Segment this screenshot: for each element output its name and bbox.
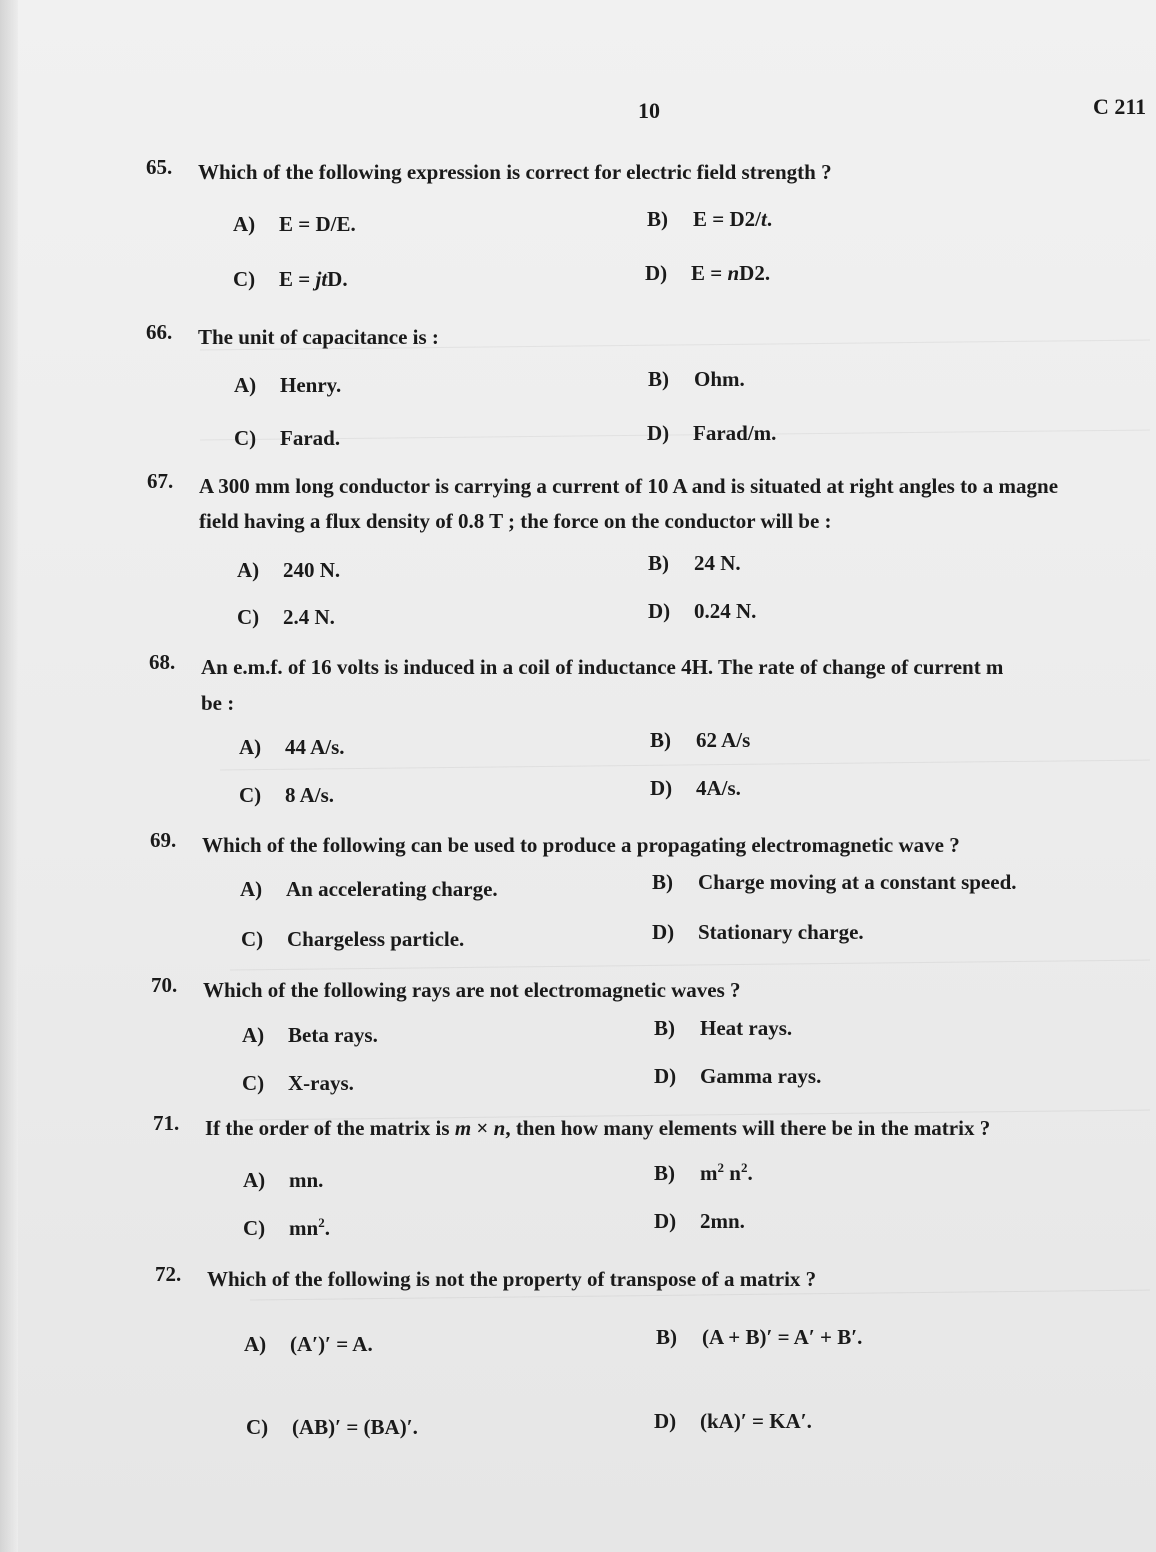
option-c [239, 783, 334, 808]
option-label: D) [647, 421, 670, 445]
option-label: D) [645, 261, 668, 285]
question-number: 70. [151, 973, 178, 997]
option-label: B) [656, 1325, 677, 1349]
option-label: A) [244, 1332, 267, 1356]
option-label: D) [652, 920, 675, 944]
question-number: 72. [155, 1262, 182, 1286]
option-text: (kA)′ = KA′. [700, 1409, 812, 1433]
option-label: A) [243, 1168, 266, 1192]
option-text: 44 A/s. [285, 735, 345, 759]
option-c [243, 1215, 330, 1241]
option-text: 240 N. [283, 558, 341, 582]
option-label: B) [647, 207, 668, 231]
option-c [246, 1415, 418, 1440]
question-number: 68. [149, 650, 176, 674]
option-label: D) [650, 776, 673, 800]
option-text: E = jtD. [279, 267, 348, 291]
option-label: A) [234, 373, 257, 397]
option-a [243, 1168, 323, 1193]
option-text: An accelerating charge. [286, 877, 498, 901]
option-text: Ohm. [694, 367, 745, 391]
question-number: 71. [153, 1111, 180, 1135]
option-text: 24 N. [694, 551, 741, 575]
option-text: (AB)′ = (BA)′. [292, 1415, 418, 1439]
option-label: C) [246, 1415, 269, 1439]
option-text: $m^2$ $n^2$. [700, 1160, 753, 1185]
option-b [654, 1016, 792, 1041]
option-c [233, 267, 348, 292]
option-label: C) [239, 783, 262, 807]
option-label: A) [237, 558, 260, 582]
question-text: Which of the following can be used to produce a propagating electromagnetic wave ? [202, 833, 960, 857]
option-b [654, 1160, 753, 1186]
option-text: E = D2/t. [693, 207, 773, 231]
option-text: Beta rays. [288, 1023, 378, 1047]
option-text: Heat rays. [700, 1016, 793, 1040]
option-text: 4A/s. [696, 776, 741, 800]
option-text: (A′)′ = A. [290, 1332, 373, 1356]
option-c [242, 1071, 354, 1096]
option-label: D) [654, 1209, 677, 1233]
paper-code: C 211 [1093, 94, 1147, 119]
option-c [241, 927, 464, 952]
question-number: 66. [146, 320, 173, 344]
option-text: Farad. [280, 426, 341, 450]
option-label: A) [242, 1023, 265, 1047]
option-b [648, 551, 741, 576]
option-label: D) [648, 599, 671, 623]
option-label: B) [652, 870, 673, 894]
option-text: 62 A/s [696, 728, 751, 752]
option-text: Chargeless particle. [287, 927, 465, 951]
option-b [647, 207, 772, 232]
option-b [652, 870, 1017, 895]
option-text: Stationary charge. [698, 920, 864, 944]
option-label: C) [242, 1071, 265, 1095]
option-label: A) [240, 877, 263, 901]
option-label: B) [654, 1161, 675, 1185]
option-d [652, 920, 864, 945]
option-a [239, 735, 345, 760]
question-text: The unit of capacitance is : [198, 325, 439, 349]
option-label: C) [234, 426, 257, 450]
question-text-line-1: A 300 mm long conductor is carrying a current of 10 A and is situated at right angles to a magne [199, 474, 1059, 498]
option-d [645, 261, 770, 286]
option-label: A) [239, 735, 262, 759]
option-text: 2mn. [700, 1209, 745, 1233]
option-d [654, 1409, 812, 1434]
option-d [647, 421, 776, 446]
option-text: 8 A/s. [285, 783, 335, 807]
question-text: Which of the following rays are not electromagnetic waves ? [203, 978, 741, 1002]
option-label: A) [233, 212, 256, 236]
option-text: 0.24 N. [694, 599, 757, 623]
question-text: Which of the following is not the property of transpose of a matrix ? [207, 1267, 817, 1291]
option-b [648, 367, 745, 392]
option-b [650, 728, 750, 753]
option-label: C) [233, 267, 256, 291]
option-text: Farad/m. [693, 421, 777, 445]
option-a [233, 212, 356, 237]
option-label: B) [648, 551, 669, 575]
option-text: X-rays. [288, 1071, 354, 1095]
option-label: B) [650, 728, 671, 752]
option-d [650, 776, 741, 801]
question-text-line-2: be : [201, 691, 235, 715]
option-a [234, 373, 341, 398]
option-label: C) [243, 1216, 266, 1240]
question-number: 67. [147, 469, 174, 493]
option-label: C) [237, 605, 260, 629]
option-text: Charge moving at a constant speed. [698, 870, 1017, 894]
option-label: C) [241, 927, 264, 951]
option-d [648, 599, 756, 624]
question-number: 65. [146, 155, 173, 179]
option-c [234, 426, 340, 451]
option-text: 2.4 N. [283, 605, 335, 629]
option-text: (A + B)′ = A′ + B′. [702, 1325, 863, 1349]
page-edge-shadow [0, 0, 18, 1552]
option-label: B) [654, 1016, 675, 1040]
option-text: E = nD2. [691, 261, 771, 285]
option-a [244, 1332, 373, 1357]
page-number: 10 [638, 98, 660, 123]
option-c [237, 605, 335, 630]
option-text: mn. [289, 1168, 324, 1192]
question-text-line-1: An e.m.f. of 16 volts is induced in a coil of inductance 4H. The rate of change of current m [201, 655, 1004, 679]
option-text: Gamma rays. [700, 1064, 822, 1088]
option-a [240, 877, 498, 902]
question-number: 69. [150, 828, 177, 852]
option-d [654, 1209, 745, 1234]
option-d [654, 1064, 821, 1089]
option-label: B) [648, 367, 669, 391]
question-text: Which of the following expression is correct for electric field strength ? [198, 160, 832, 184]
option-b [656, 1325, 862, 1350]
option-a [242, 1023, 378, 1048]
option-a [237, 558, 340, 583]
option-label: D) [654, 1064, 677, 1088]
question-text-line-2: field having a flux density of 0.8 T ; the force on the conductor will be : [199, 509, 832, 533]
question-text: If the order of the matrix is m × n, then how many elements will there be in the matrix ? [205, 1116, 991, 1140]
option-label: D) [654, 1409, 677, 1433]
option-text: Henry. [280, 373, 342, 397]
option-text: $mn^2$. [289, 1215, 330, 1240]
option-text: E = D/E. [279, 212, 356, 236]
